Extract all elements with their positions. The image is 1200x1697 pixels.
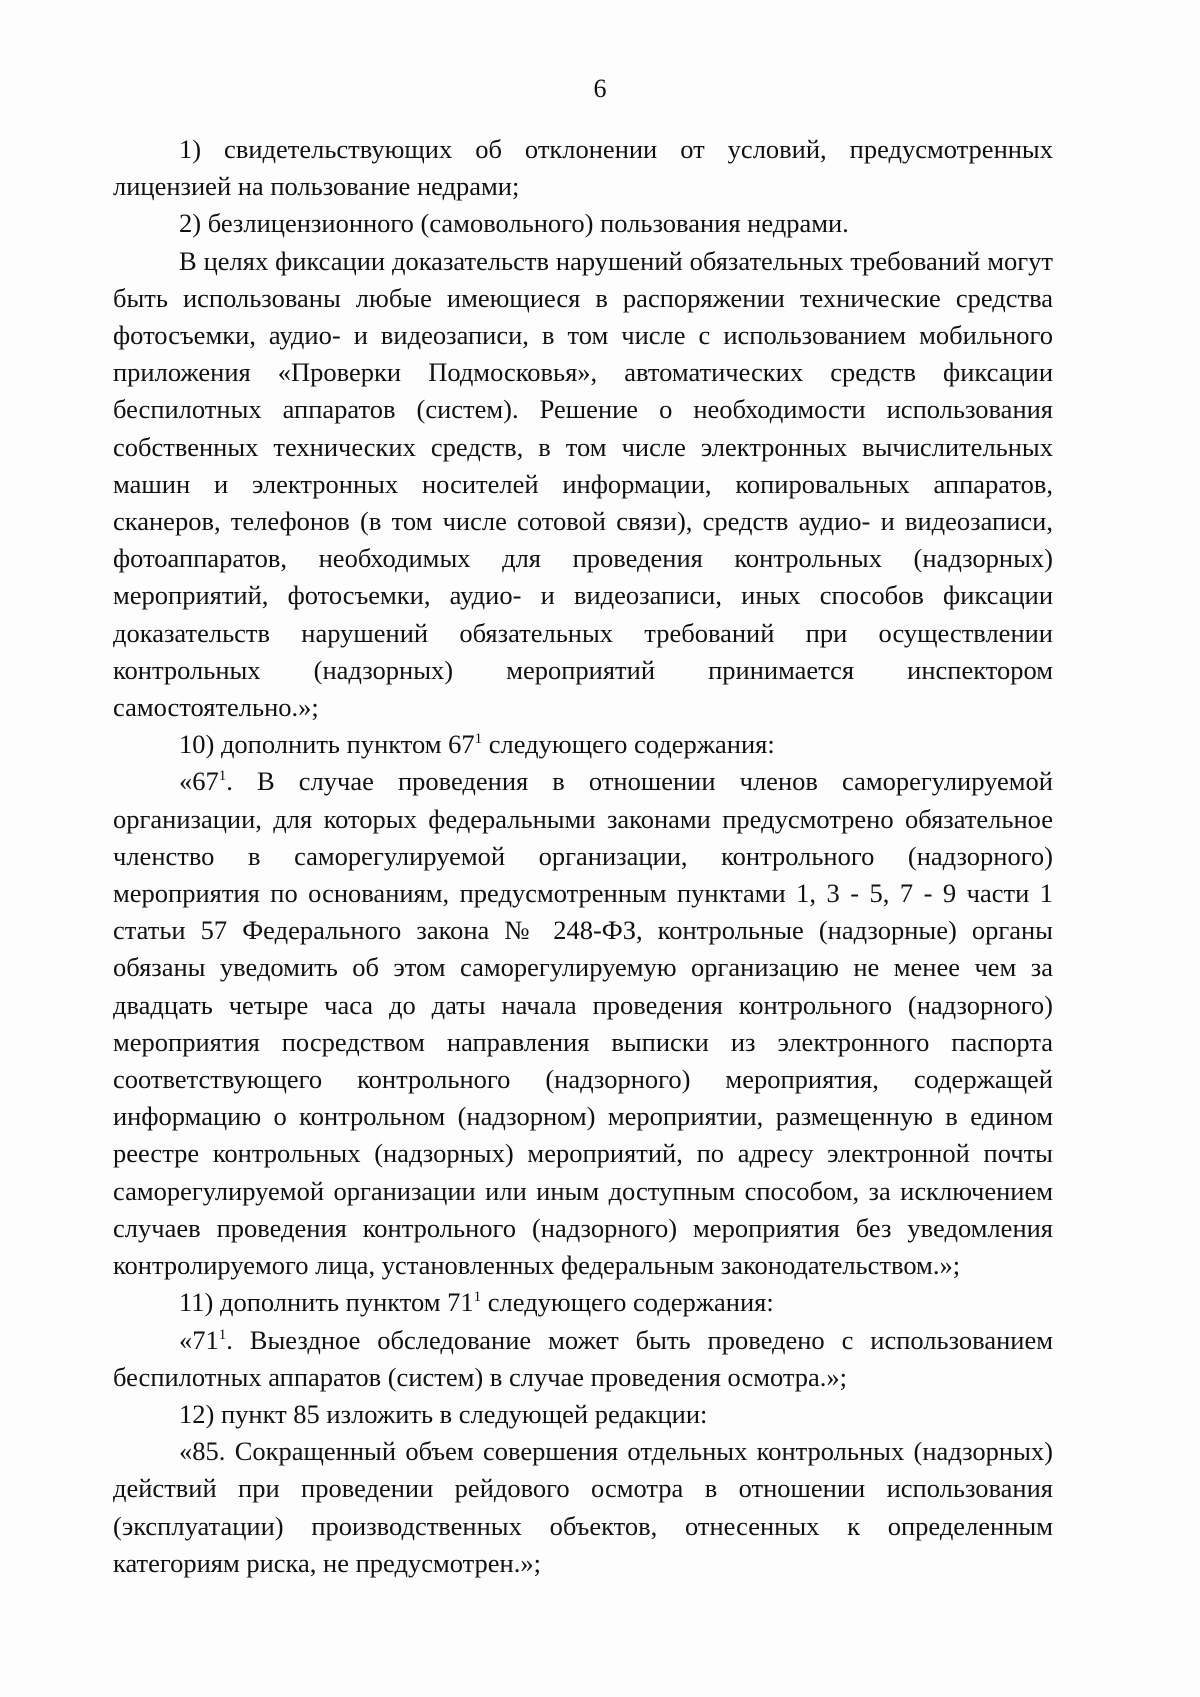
paragraph-clause-85: «85. Сокращенный объем совершения отдельных контрольных (надзорных) действий при проведении рейдового осмотра в отношении использования (эксплуатации) производственных объектов, отнесенных к определенным категориям риска, не предусмотрен.»; <box>113 1436 1053 1578</box>
paragraph-text: 10) дополнить пунктом 67 <box>179 729 475 760</box>
superscript-mark: 1 <box>474 731 483 748</box>
superscript-mark: 1 <box>218 1326 227 1343</box>
paragraph-text: 11) дополнить пунктом 71 <box>179 1287 474 1318</box>
paragraph-text: . Выездное обследование может быть проведено с использованием беспилотных аппаратов (систем) в случае проведения осмотра.»; <box>113 1324 1053 1392</box>
paragraph-text: . В случае проведения в отношении членов саморегулируемой организации, для которых федеральными законами предусмотрено обязательное членство в саморегулируемой организации, контрольного (надзорного) мероприятия по основаниям, предусмотренным пунктами 1, 3 - 5, 7 - 9 части 1 статьи 57 Федерального закона № 248-ФЗ, контрольные (надзорные) органы обязаны уведомить об этом саморегулируемую организацию не менее чем за двадцать четыре часа до даты начала проведения контрольного (надзорного) мероприятия посредством направления выписки из электронного паспорта соответствующего контрольного (надзорного) мероприятия, содержащей информацию о контрольном (надзорном) мероприятии, размещенную в едином реестре контрольных (надзорных) мероприятий, по адресу электронной почты саморегулируемой организации или иным доступным способом, за исключением случаев проведения контрольного (надзорного) мероприятия без уведомления контролируемого лица, установленных федеральным законодательством.»; <box>113 766 1053 1281</box>
paragraph-clause-67-1 <box>113 763 1053 1284</box>
superscript-mark: 1 <box>473 1289 482 1306</box>
paragraph-evidence-fixation: В целях фиксации доказательств нарушений обязательных требований могут быть использованы любые имеющиеся в распоряжении технические средства фотосъемки, аудио- и видеозаписи, в том числе с использованием мобильного приложения «Проверки Подмосковья», автоматических средств фиксации беспилотных аппаратов (систем). Решение о необходимости использования собственных технических средств, в том числе электронных вычислительных машин и электронных носителей информации, копировальных аппаратов, сканеров, телефонов (в том числе сотовой связи), средств аудио- и видеозаписи, фотоаппаратов, необходимых для проведения контрольных (надзорных) мероприятий, фотосъемки, аудио- и видеозаписи, иных способов фиксации доказательств нарушений обязательных требований при осуществлении контрольных (надзорных) мероприятий принимается инспектором самостоятельно.»; <box>113 245 1053 723</box>
paragraph-item-10 <box>113 726 1053 763</box>
paragraph-item-2-unlicensed: 2) безлицензионного (самовольного) пользования недрами. <box>179 208 849 239</box>
page-number: 6 <box>593 74 607 103</box>
paragraph-item-1-deviation: 1) свидетельствующих об отклонении от условий, предусмотренных лицензией на пользование недрами; <box>113 134 1053 202</box>
superscript-mark: 1 <box>218 768 227 785</box>
paragraph-text: следующего содержания: <box>482 729 775 760</box>
paragraph-item-11 <box>113 1284 1053 1321</box>
paragraph-clause-71-1 <box>113 1322 1053 1396</box>
paragraph-item-12: 12) пункт 85 изложить в следующей редакции: <box>179 1398 708 1429</box>
paragraph-text: «67 <box>179 766 219 797</box>
document-body <box>113 131 1053 1582</box>
paragraph-text: следующего содержания: <box>481 1287 774 1318</box>
paragraph-text: «71 <box>179 1324 219 1355</box>
